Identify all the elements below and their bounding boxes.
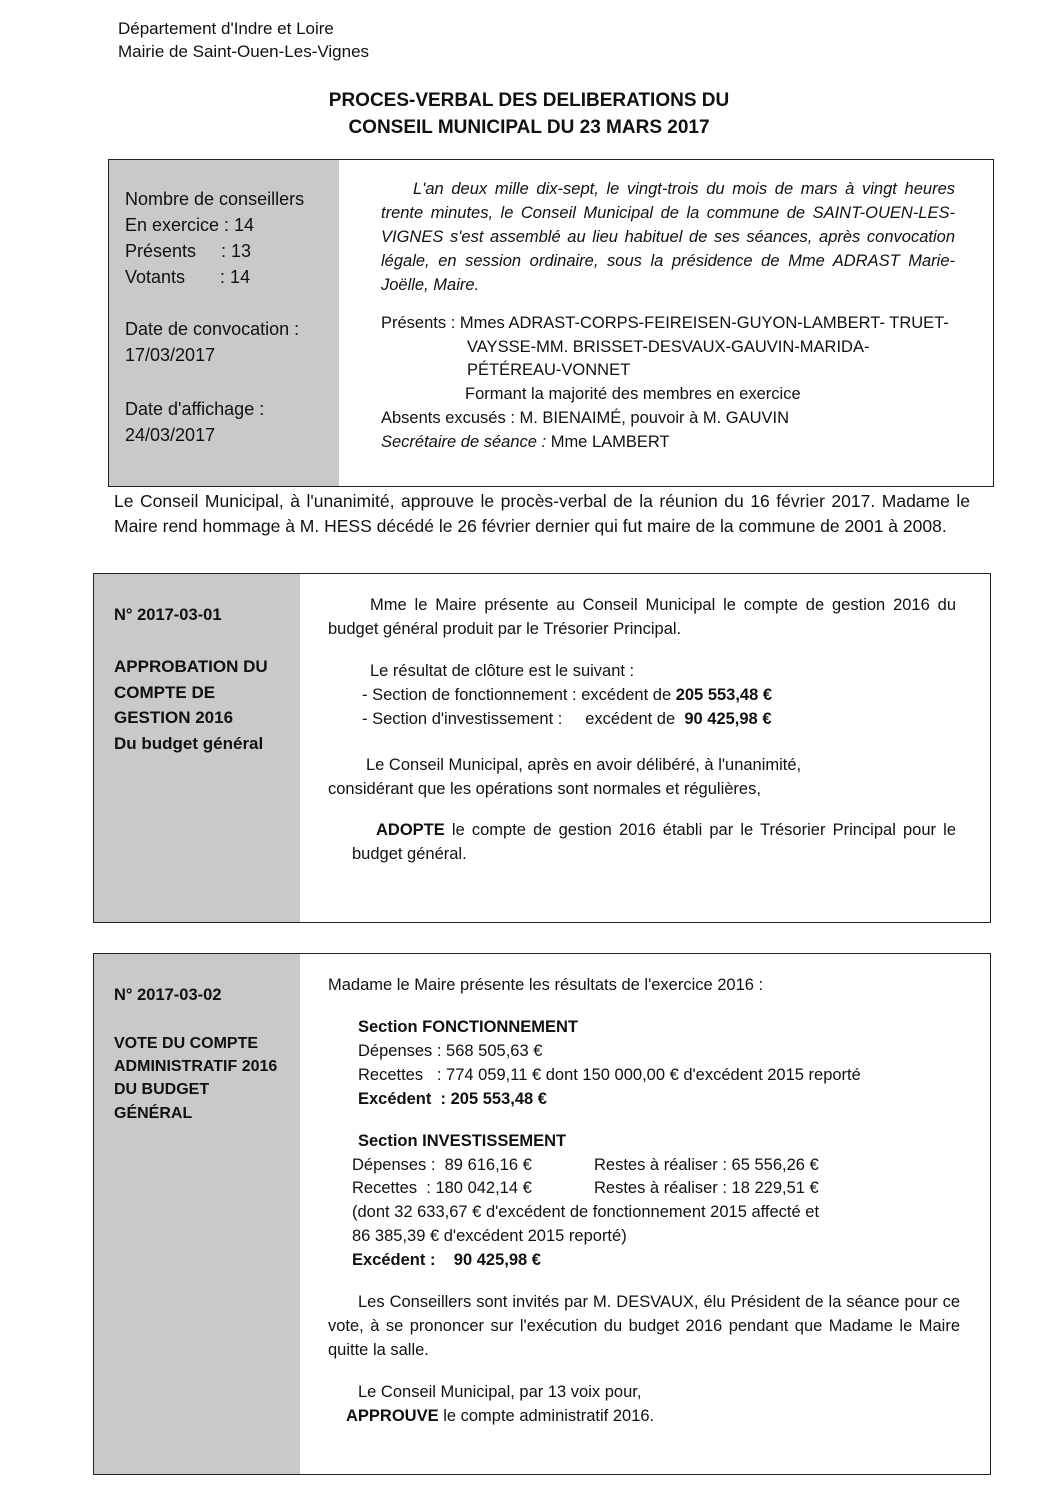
intro-paragraph: L'an deux mille dix-sept, le vingt-trois du mois de mars à vingt heures trente minutes, le Conseil Municipal de la commune de SAINT-OUEN-LES-VIGNES s'est assemblé au lieu habituel de ses séances, après convocation légale, en session ordinaire, sous la présidence de Mme ADRAST Marie-Joëlle, Maire. [381,180,955,294]
delib1-invest-line [328,708,956,732]
invest-excedent-label: Excédent : [352,1251,454,1270]
deliberation-1-body [328,594,956,867]
presents-line-2: VAYSSE-MM. BRISSET-DESVAUX-GAUVIN-MARIDA- [467,337,870,356]
page-title [0,88,1058,141]
invest-recettes: Recettes : 180 042,14 € [352,1179,532,1198]
subject-line: DU BUDGET [114,1081,210,1099]
attendance-sidebar [109,160,339,486]
fonct-recettes: Recettes : 774 059,11 € dont 150 000,00 € d'excédent 2015 reporté [358,1065,861,1084]
adopte-rest: le compte de gestion 2016 établi par le Trésorier Principal pour le budget général. [352,821,956,864]
invest-note-1: (dont 32 633,67 € d'excédent de fonctionnement 2015 affecté et [352,1203,820,1222]
deliberation-1-sidebar [94,574,300,922]
counts-block [125,186,304,290]
secretaire-line [381,431,955,455]
deliberation-1 [93,573,991,923]
invest-depenses-row [328,1154,960,1178]
affichage-block [125,396,264,448]
majorite-line: Formant la majorité des membres en exercice [465,385,801,404]
attendance-text [381,178,955,455]
presents-line-1: Présents : Mmes ADRAST-CORPS-FEIREISEN-GUYON-LAMBERT- TRUET- [381,313,949,332]
deliberation-2-sidebar [94,954,300,1474]
counts-title: Nombre de conseillers [125,189,305,209]
invest-excedent [328,1249,960,1273]
deliberation-1-subject [114,654,296,756]
affichage-date: 24/03/2017 [125,425,216,446]
counts-votants: Votants : 14 [125,267,251,288]
invest-recettes-row [328,1177,960,1201]
approval-statement: Le Conseil Municipal, à l'unanimité, approuve le procès-verbal de la réunion du 16 février 2017. Madame le Maire rend hommage à M. HESS décédé le 26 février dernier qui fut maire de la commune de 2001 à 2008. [114,491,970,537]
subject-line: GÉNÉRAL [114,1104,193,1122]
delib2-intro: Madame le Maire présente les résultats de l'exercice 2016 : [328,976,764,994]
delib1-adopte [328,819,956,867]
deliberation-2-body [328,974,960,1429]
title-line-1: PROCES-VERBAL DES DELIBERATIONS DU [328,90,730,111]
deliberation-1-number: N° 2017-03-01 [114,606,222,624]
convocation-label: Date de convocation : [125,319,300,339]
subject-line: GESTION 2016 [114,708,234,727]
adopte-word: ADOPTE [376,821,445,840]
invest-note-2: 86 385,39 € d'excédent 2015 reporté) [352,1227,627,1246]
title-line-2: CONSEIL MUNICIPAL DU 23 MARS 2017 [348,116,710,138]
invest-value: 90 425,98 € [684,709,772,728]
fonct-depenses: Dépenses : 568 505,63 € [358,1041,543,1060]
fonct-label: - Section de fonctionnement : excédent de [362,685,676,704]
deliberation-2-number: N° 2017-03-02 [114,986,222,1004]
approuve-rest: le compte administratif 2016. [438,1406,655,1425]
subject-line: Du budget général [114,733,264,753]
investissement-title: Section INVESTISSEMENT [358,1131,567,1150]
delib1-fonct-line [328,684,956,708]
absents-line: Absents excusés : M. BIENAIMÉ, pouvoir à M. GAUVIN [381,409,790,428]
secretaire-name: Mme LAMBERT [546,433,670,452]
fonct-excedent: Excédent : 205 553,48 € [358,1089,547,1108]
deliberation-2 [93,953,991,1475]
letterhead [118,18,369,64]
convocation-block [125,316,299,368]
subject-line: COMPTE DE [114,682,216,702]
counts-exercice: En exercice : 14 [125,215,255,236]
fonct-value: 205 553,48 € [675,685,773,704]
counts-presents: Présents : 13 [125,241,252,262]
delib2-conseil: Le Conseil Municipal, par 13 voix pour, [358,1382,642,1401]
attendance-box [108,159,994,487]
presents-line-3: PÉTÉREAU-VONNET [467,361,631,380]
department-line: Département d'Indre et Loire [118,19,334,38]
invest-rar-2: Restes à réaliser : 18 229,51 € [594,1179,819,1198]
delib2-approuve [328,1405,960,1429]
subject-line: APPROBATION DU [114,657,268,676]
delib1-considerant: considérant que les opérations sont normales et régulières, [328,779,761,798]
fonctionnement-title: Section FONCTIONNEMENT [358,1017,579,1036]
deliberation-2-subject [114,1032,296,1125]
delib1-conseil: Le Conseil Municipal, après en avoir délibéré, à l'unanimité, [366,755,802,774]
invest-label: - Section d'investissement : excédent de [362,709,685,728]
subject-line: ADMINISTRATIF 2016 [114,1058,278,1076]
delib1-intro: Mme le Maire présente au Conseil Municipal le compte de gestion 2016 du budget général produit par le Trésorier Principal. [328,596,956,638]
subject-line: VOTE DU COMPTE [114,1035,259,1052]
invest-depenses: Dépenses : 89 616,16 € [352,1155,532,1174]
affichage-label: Date d'affichage : [125,399,265,419]
convocation-date: 17/03/2017 [125,345,216,366]
invest-rar-1: Restes à réaliser : 65 556,26 € [594,1155,819,1174]
delib1-result-intro: Le résultat de clôture est le suivant : [370,661,635,680]
mairie-line: Mairie de Saint-Ouen-Les-Vignes [118,41,370,61]
invest-excedent-value: 90 425,98 € [453,1251,541,1270]
secretaire-label: Secrétaire de séance : [381,433,547,452]
approuve-word: APPROUVE [346,1406,439,1425]
delib2-vote-text: Les Conseillers sont invités par M. DESVAUX, élu Président de la séance pour ce vote, à se prononcer sur l'exécution du budget 2016 pendant que Madame le Maire quitte la salle. [328,1293,960,1359]
